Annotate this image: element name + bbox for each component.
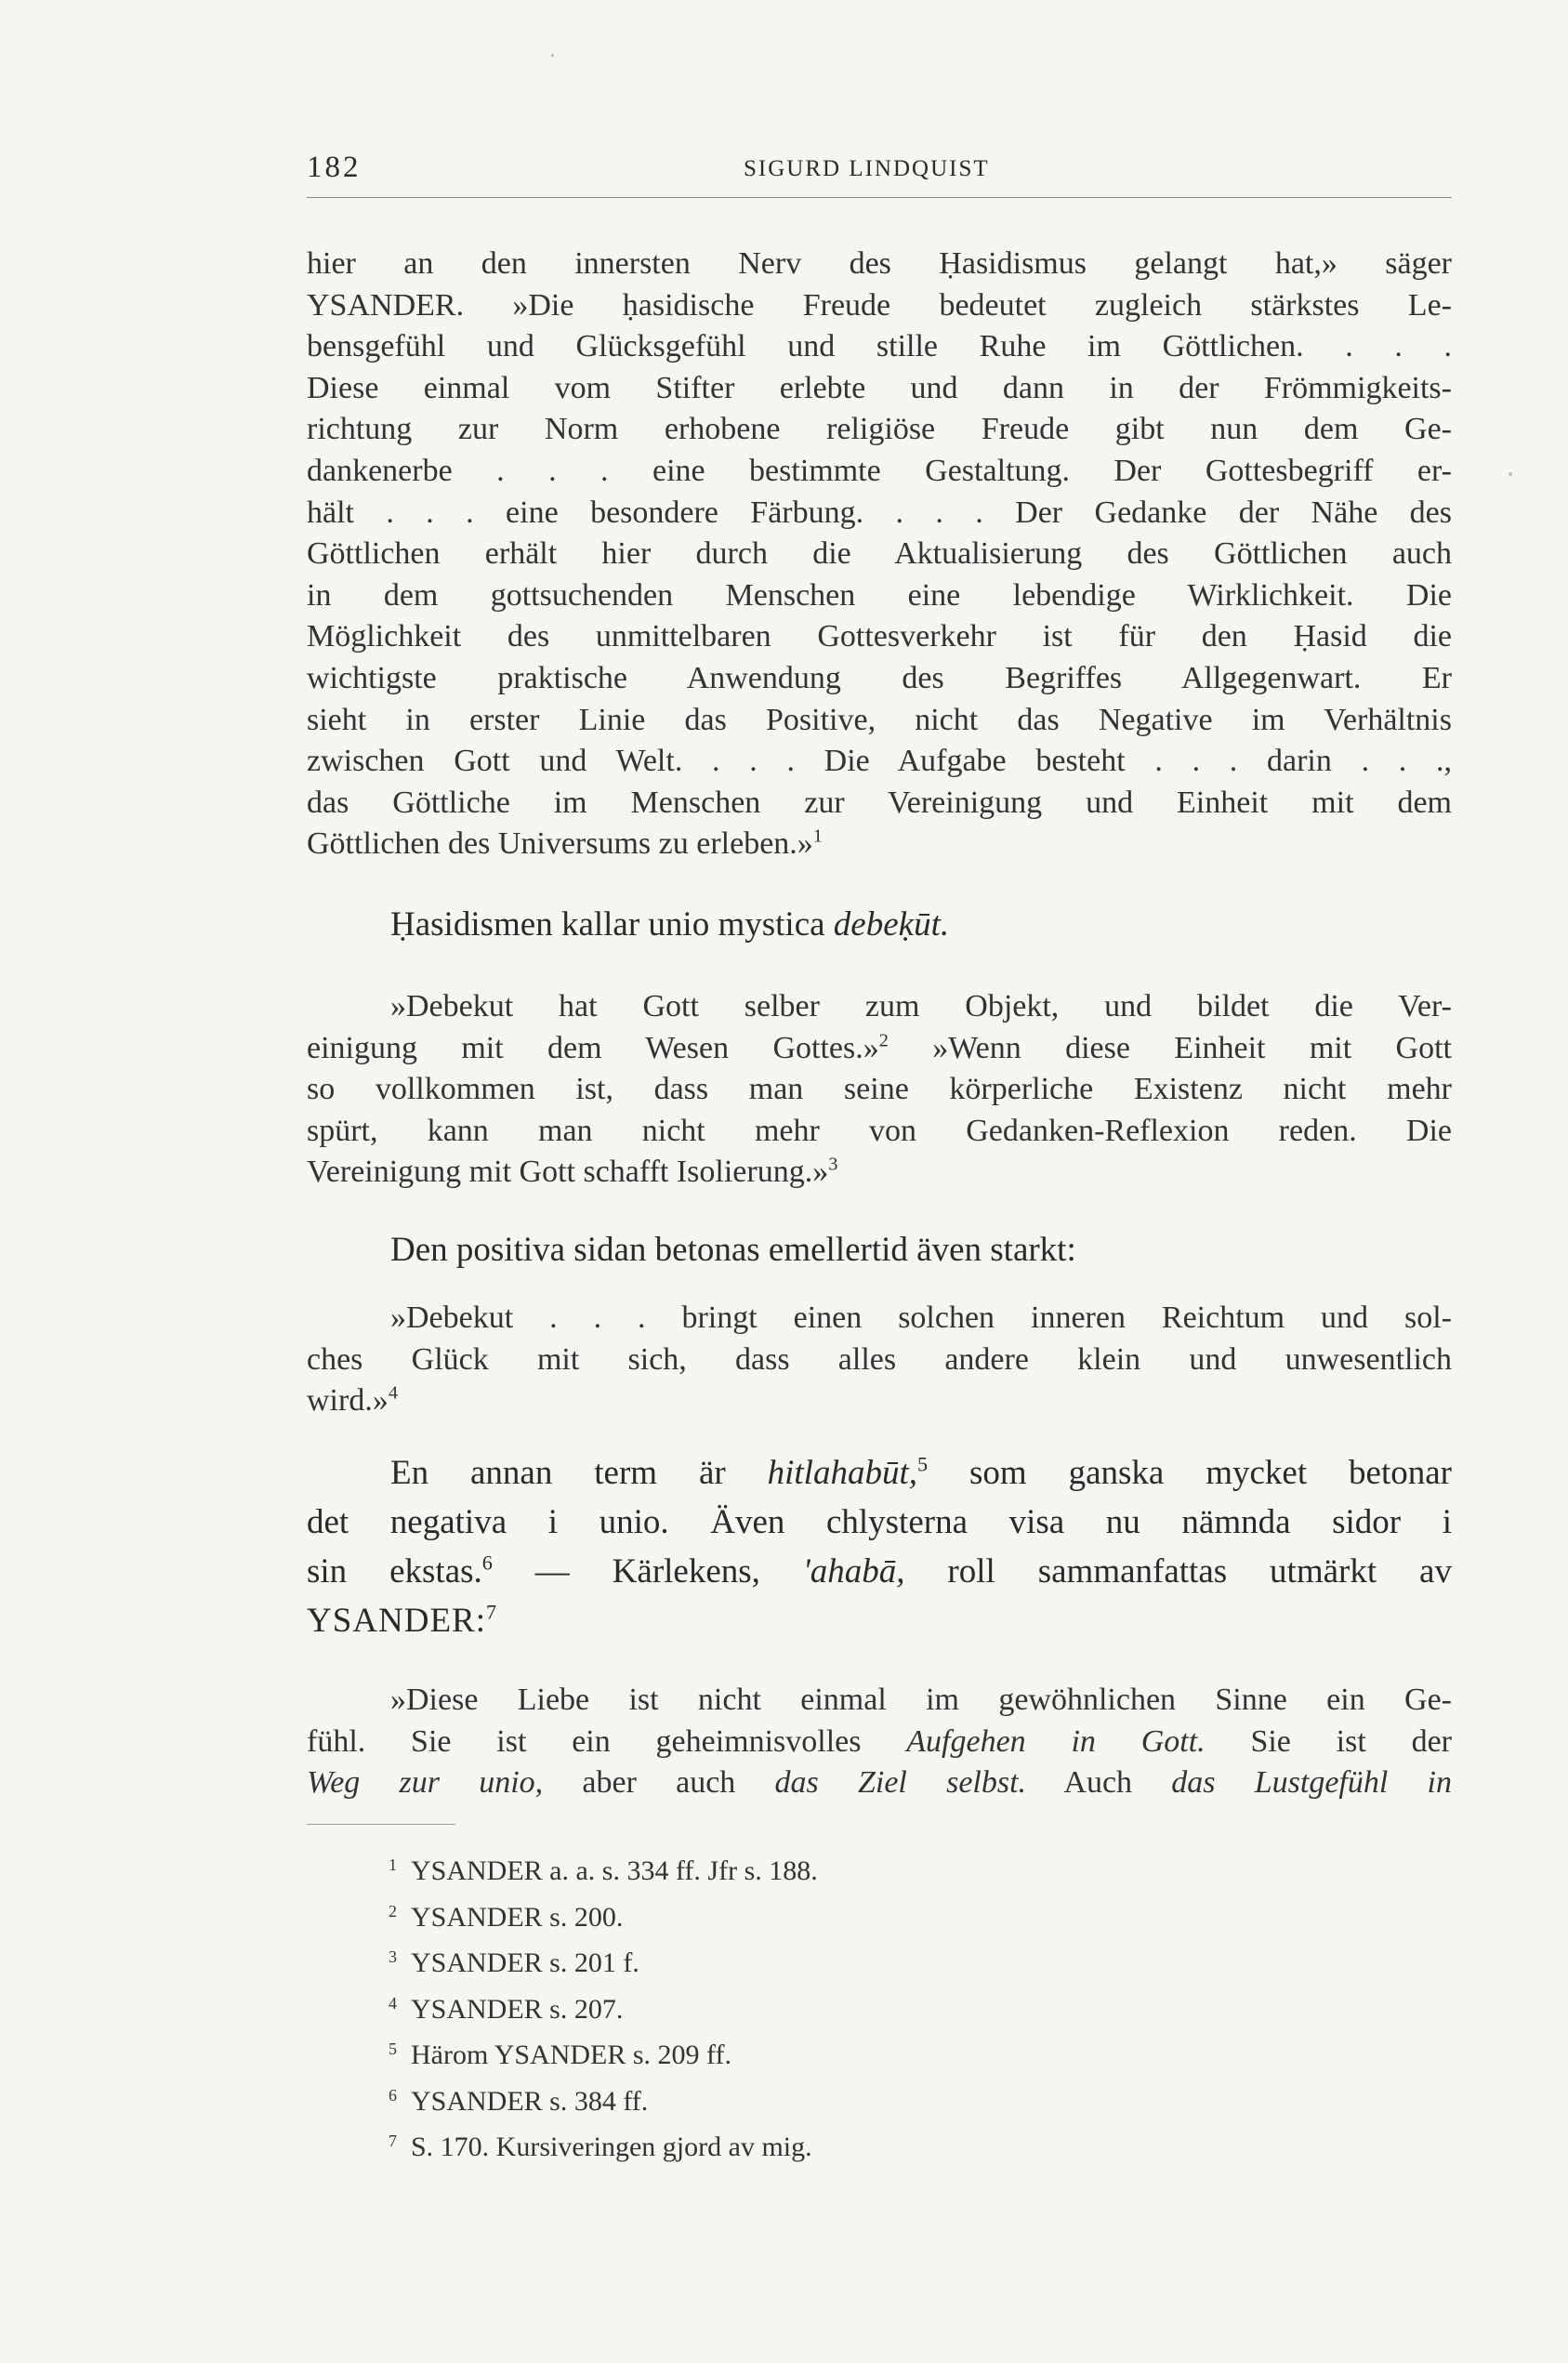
speck <box>1509 472 1512 476</box>
para3-line-4: YSANDER:$^7$ <box>307 1600 497 1640</box>
footnotes <box>389 1845 818 2168</box>
footnote-ref: 1 <box>812 825 823 847</box>
quote-block-4 <box>307 1680 1452 1804</box>
quote1-line-12: sieht in erster Linie das Positive, nicht das Negative im Verhältnis <box>307 702 1452 737</box>
quote-block-1 <box>307 244 1452 865</box>
footnote-rule <box>307 1824 455 1825</box>
quote1-line-13: zwischen Gott und Welt. . . . Die Aufgabe besteht . . . darin . . ., <box>307 744 1452 779</box>
footnote-5: 5 Härom YSANDER s. 209 ff. <box>389 2040 731 2070</box>
quote3-line-1: »Debekut . . . bringt einen solchen inneren Reichtum und sol- <box>390 1300 1452 1335</box>
quote1-line-4: Diese einmal vom Stifter erlebte und dann in der Frömmigkeits- <box>307 370 1452 405</box>
footnote-2: 2 YSANDER s. 200. <box>389 1901 624 1933</box>
quote4-line-3: Weg zur unio, aber auch das Ziel selbst. Auch das Lustgefühl in <box>307 1765 1452 1801</box>
quote2-line-3: so vollkommen ist, dass man seine körperliche Existenz nicht mehr <box>307 1072 1452 1107</box>
quote3-line-2: ches Glück mit sich, dass alles andere klein und unwesentlich <box>307 1341 1452 1377</box>
quote1-line-9: in dem gottsuchenden Menschen eine lebendige Wirklichkeit. Die <box>307 577 1452 613</box>
quote1-line-8: Göttlichen erhält hier durch die Aktualisierung des Göttlichen auch <box>307 536 1452 572</box>
quote-block-2 <box>307 986 1452 1194</box>
page-number: 182 <box>307 151 362 184</box>
quote2-line-2: einigung mit dem Wesen Gottes.»$^2$ »Wenn diese Einheit mit Gott <box>307 1030 1452 1065</box>
quote1-line-6: dankenerbe . . . eine bestimmte Gestaltung. Der Gottesbegriff er- <box>307 453 1452 488</box>
quote1-line-5: richtung zur Norm erhobene religiöse Freude gibt nun dem Ge- <box>307 412 1452 447</box>
quote1-line-7: hält . . . eine besondere Färbung. . . . Der Gedanke der Nähe des <box>307 495 1452 530</box>
quote3-line-3: wird.»$^4$ <box>307 1382 399 1419</box>
quote4-line-2: fühl. Sie ist ein geheimnisvolles Aufgehen in Gott. Sie ist der <box>307 1723 1453 1759</box>
footnote-1: 1 YSANDER a. a. s. 334 ff. Jfr s. 188. <box>389 1855 818 1886</box>
footnote-4: 4 YSANDER s. 207. <box>389 1993 624 2025</box>
quote1-line-15: Göttlichen des Universums zu erleben.»$^1$ <box>307 825 823 862</box>
quote1-line-1: hier an den innersten Nerv des Ḥasidismus gelangt hat,» säger <box>307 246 1452 281</box>
paragraph-3 <box>307 1448 1452 1645</box>
hebrew-term: debeḳūt. <box>833 905 950 944</box>
para3-line-3: sin ekstas.$^6$ — Kärlekens, 'ahabā, roll sammanfattas utmärkt av <box>307 1551 1452 1591</box>
quote2-line-4: spürt, kann man nicht mehr von Gedanken-Reflexion reden. Die <box>307 1113 1452 1148</box>
footnote-3: 3 YSANDER s. 201 f. <box>389 1947 639 1978</box>
quote1-line-2: YSANDER. »Die ḥasidische Freude bedeutet zugleich stärkstes Le- <box>307 287 1452 323</box>
paragraph-2: Den positiva sidan betonas emellertid även starkt: <box>390 1231 1076 1269</box>
page-header <box>307 151 1452 198</box>
quote1-line-11: wichtigste praktische Anwendung des Begriffes Allgegenwart. Er <box>307 660 1452 695</box>
speck <box>551 54 554 57</box>
para3-line-1: En annan term är hitlahabūt,$^5$ som ganska mycket betonar <box>390 1452 1452 1492</box>
para3-line-2: det negativa i unio. Även chlysterna visa nu nämnda sidor i <box>307 1503 1452 1541</box>
footnote-7: 7 S. 170. Kursiveringen gjord av mig. <box>389 2132 812 2162</box>
footnote-6: 6 YSANDER s. 384 ff. <box>389 2085 649 2117</box>
running-head: SIGURD LINDQUIST <box>744 156 990 181</box>
quote1-line-10: Möglichkeit des unmittelbaren Gottesverkehr ist für den Ḥasid die <box>307 619 1452 654</box>
quote2-line-5: Vereinigung mit Gott schafft Isolierung.»$^3$ <box>307 1155 838 1190</box>
footnote-ref: 3 <box>828 1155 838 1176</box>
paragraph-1: Ḥasidismen kallar unio mystica debeḳūt. <box>390 905 950 944</box>
footnote-ref: 2 <box>878 1030 889 1051</box>
quote4-line-1: »Diese Liebe ist nicht einmal im gewöhnlichen Sinne ein Ge- <box>390 1683 1452 1717</box>
quote-block-3 <box>307 1298 1452 1422</box>
quote1-line-14: das Göttliche im Menschen zur Vereinigung und Einheit mit dem <box>307 785 1452 820</box>
quote2-line-1: »Debekut hat Gott selber zum Objekt, und bildet die Ver- <box>390 989 1452 1023</box>
footnote-ref: 4 <box>388 1382 399 1404</box>
quote1-line-3: bensgefühl und Glücksgefühl und stille Ruhe im Göttlichen. . . . <box>307 329 1452 364</box>
